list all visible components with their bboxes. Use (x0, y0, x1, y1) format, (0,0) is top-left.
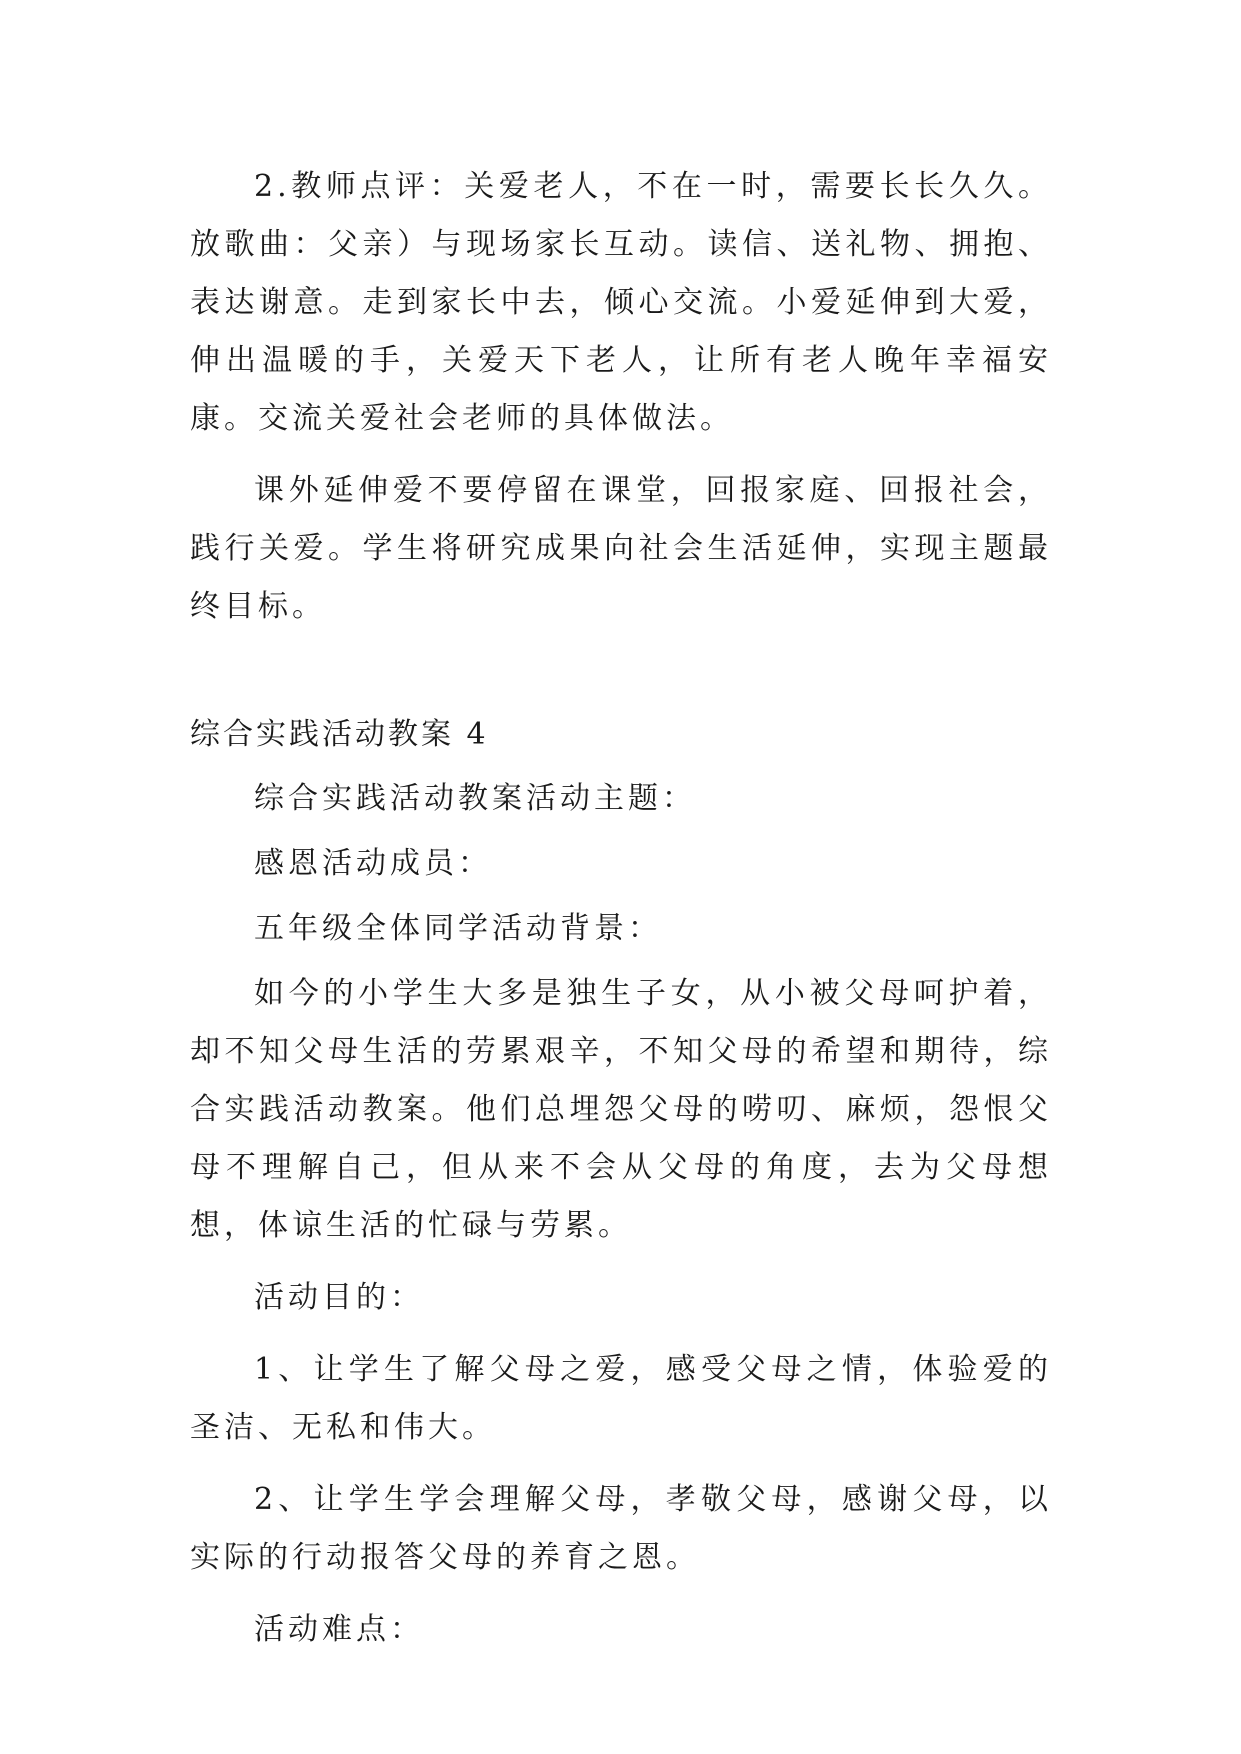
paragraph-extension: 课外延伸爱不要停留在课堂，回报家庭、回报社会，践行关爱。学生将研究成果向社会生活延伸，实现主题最终目标。 (190, 473, 1052, 624)
paragraph-goal-1: 1、让学生了解父母之爱，感受父母之情，体验爱的圣洁、无私和伟大。 (190, 1352, 1052, 1445)
paragraph-teacher-comment: 2.教师点评：关爱老人，不在一时，需要长长久久。放歌曲：父亲）与现场家长互动。读信、送礼物、拥抱、表达谢意。走到家长中去，倾心交流。小爱延伸到大爱，伸出温暖的手，关爱天下老人，让所有老人晚年幸福安康。交流关爱社会老师的具体做法。 (190, 169, 1052, 436)
paragraph-background: 如今的小学生大多是独生子女，从小被父母呵护着，却不知父母生活的劳累艰辛，不知父母的希望和期待，综合实践活动教案。他们总埋怨父母的唠叨、麻烦，怨恨父母不理解自己，但从来不会从父母的角度，去为父母想想，体谅生活的忙碌与劳累。 (190, 976, 1052, 1243)
document-body (190, 158, 1052, 1673)
paragraph-difficulties-label: 活动难点： (254, 1612, 424, 1647)
paragraph-activity-theme: 综合实践活动教案活动主题： (254, 781, 696, 816)
section-title: 综合实践活动教案 4 (190, 717, 489, 752)
paragraph-goals-label: 活动目的： (254, 1280, 424, 1315)
paragraph-goal-2: 2、让学生学会理解父母，孝敬父母，感谢父母，以实际的行动报答父母的养育之恩。 (190, 1482, 1052, 1575)
paragraph-background-label: 五年级全体同学活动背景： (254, 911, 662, 946)
paragraph-members: 感恩活动成员： (254, 846, 492, 881)
